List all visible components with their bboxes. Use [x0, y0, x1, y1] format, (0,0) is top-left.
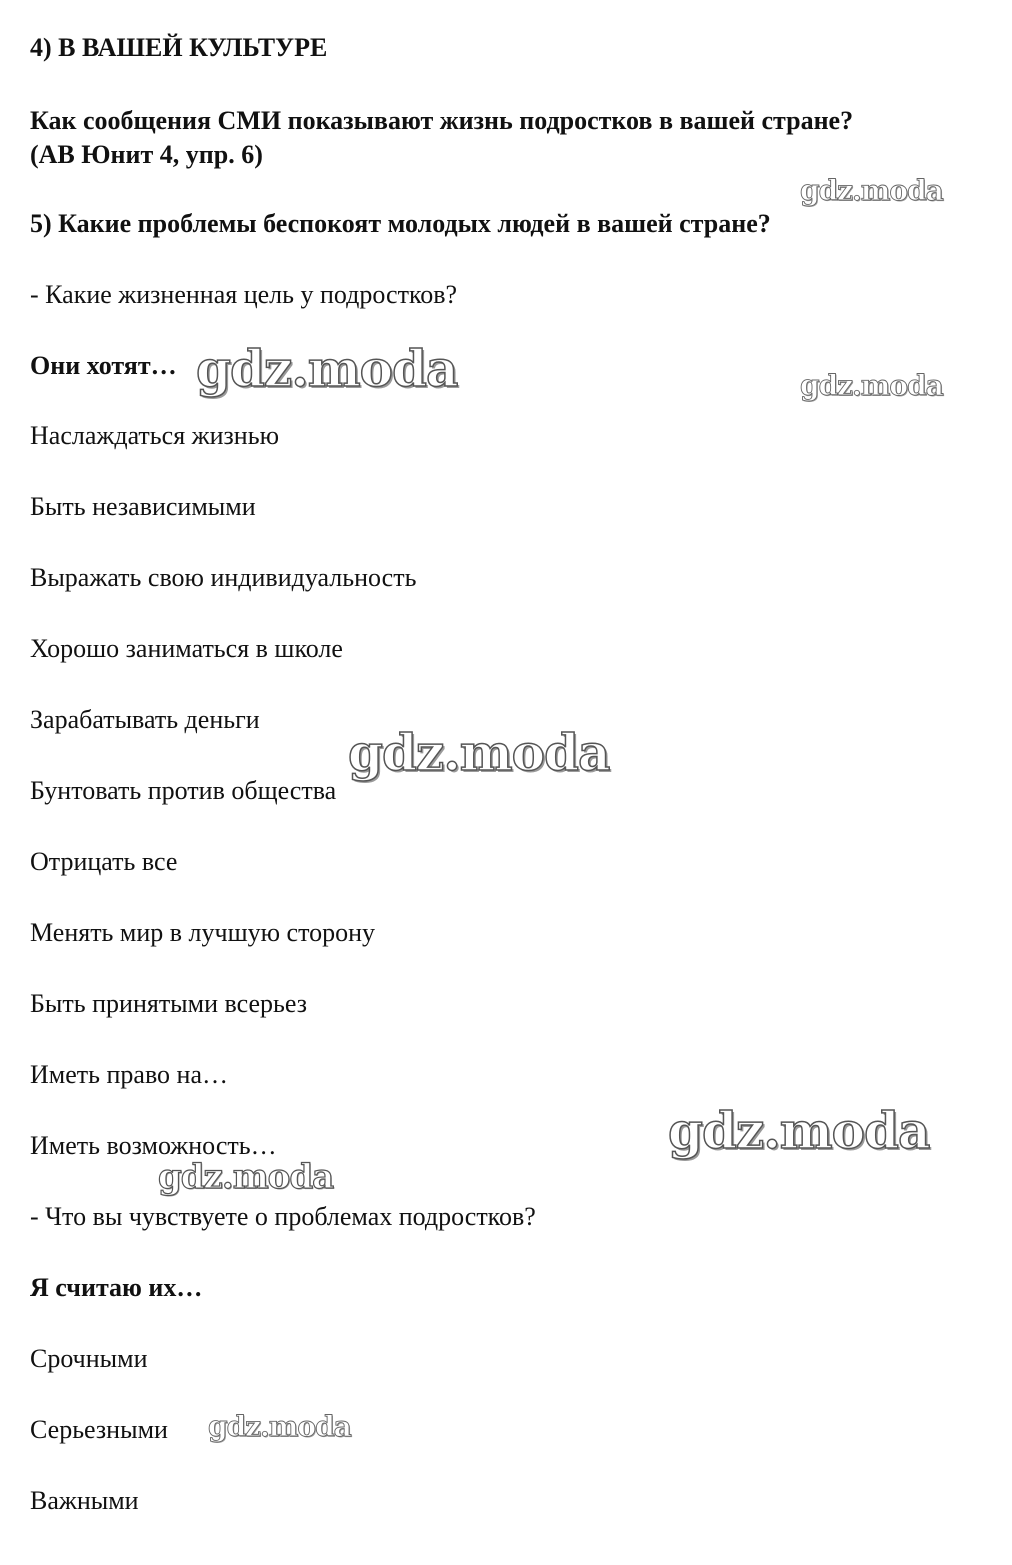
goal-question: - Какие жизненная цель у подростков?	[30, 280, 458, 309]
goal-item: Зарабатывать деньги	[30, 705, 260, 734]
section-5-heading: 5) Какие проблемы беспокоят молодых людей в вашей стране?	[30, 209, 771, 238]
goal-item: Хорошо заниматься в школе	[30, 634, 343, 663]
watermark-logo: gdz.moda	[158, 1157, 334, 1197]
watermark-logo: gdz.moda	[800, 174, 943, 207]
goal-item: Наслаждаться жизнью	[30, 421, 279, 450]
goal-item: Бунтовать против общества	[30, 776, 337, 805]
goal-item: Менять мир в лучшую сторону	[30, 918, 376, 947]
feeling-item: Серьезными	[30, 1415, 168, 1444]
watermark-logo: gdz.moda	[800, 369, 943, 402]
section-4-question-line-1: Как сообщения СМИ показывают жизнь подростков в вашей стране?	[30, 106, 854, 135]
watermark-logo: gdz.moda	[668, 1101, 930, 1160]
watermark-logo: gdz.moda	[208, 1410, 351, 1443]
goal-item: Быть принятыми всерьез	[30, 989, 308, 1018]
feeling-item: Срочными	[30, 1344, 148, 1373]
goal-item: Быть независимыми	[30, 492, 256, 521]
section-4-question-line-2: (АВ Юнит 4, упр. 6)	[30, 140, 263, 169]
goal-item: Выражать свою индивидуальность	[30, 563, 417, 592]
goal-item: Иметь возможность…	[30, 1131, 277, 1160]
feeling-item: Важными	[30, 1486, 139, 1515]
feel-lead: Я считаю их…	[30, 1273, 203, 1302]
section-4-heading: 4) В ВАШЕЙ КУЛЬТУРЕ	[30, 33, 328, 62]
watermark-logo: gdz.moda	[348, 723, 610, 782]
goal-item: Отрицать все	[30, 847, 178, 876]
goal-item: Иметь право на…	[30, 1060, 228, 1089]
watermark-logo: gdz.moda	[196, 339, 458, 398]
feel-question: - Что вы чувствуете о проблемах подростков?	[30, 1202, 536, 1231]
goal-lead: Они хотят…	[30, 351, 177, 380]
